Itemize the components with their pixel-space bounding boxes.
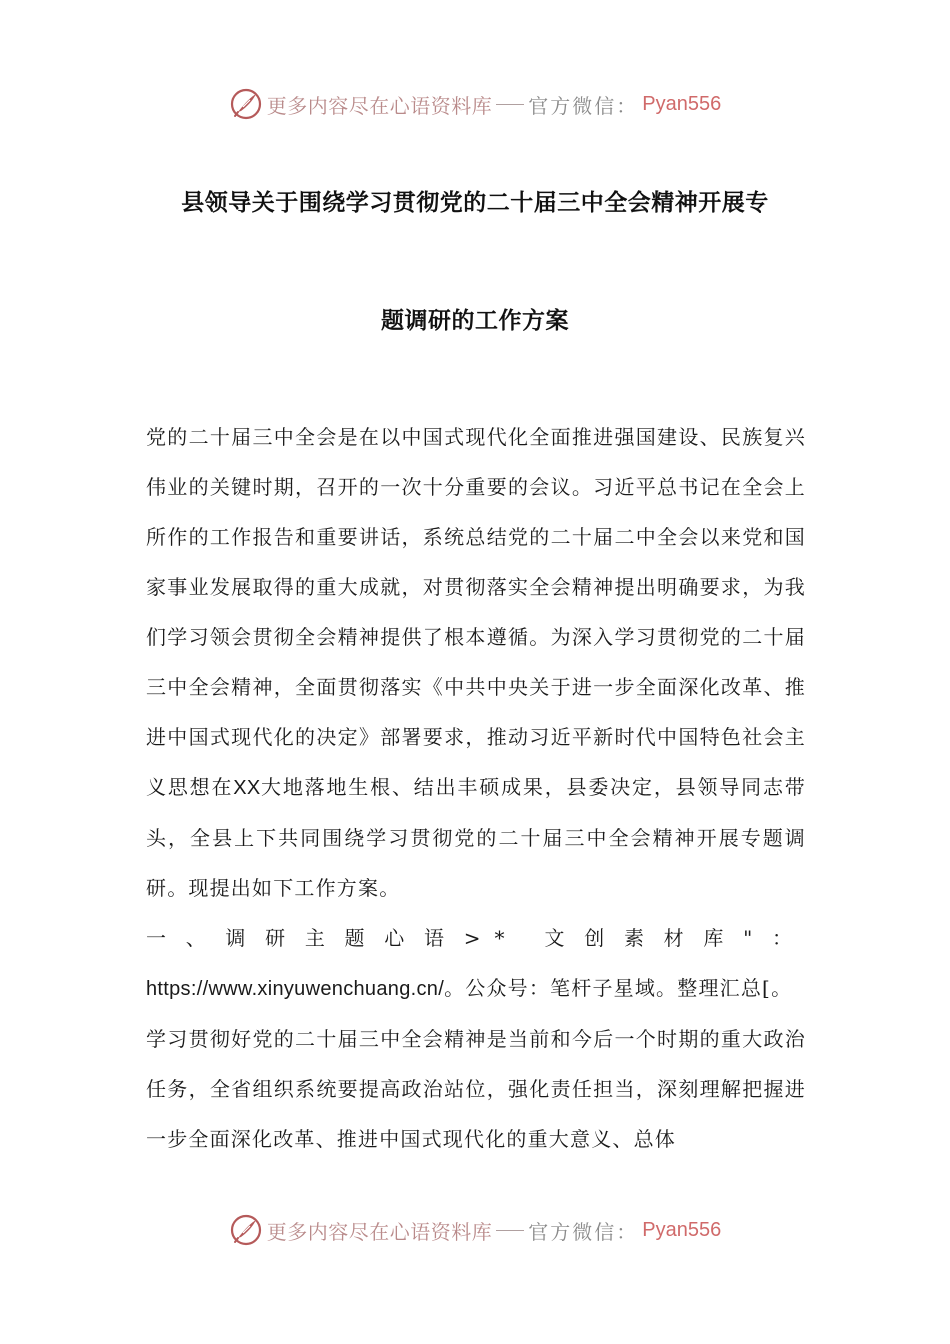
section-heading-url-scheme: https:// xyxy=(146,978,209,1000)
section-heading-1 xyxy=(146,913,806,1014)
footer-watermark-banner xyxy=(0,1208,950,1252)
paragraph-1-text-b: 大地落地生根、结出丰硕成果，县委决定，县领导同志带头，全县上下共同围绕学习贯彻党的二十届三中全会精神开展专题调研。现提出如下工作方案。 xyxy=(146,775,806,900)
paragraph-1-xx-placeholder: XX xyxy=(233,777,261,799)
document-title-line-2: 题调研的工作方案 xyxy=(381,308,569,334)
header-watermark-banner xyxy=(0,82,950,126)
document-body xyxy=(146,412,806,1164)
watermark-brand-text: 更多内容尽在心语资料库 xyxy=(266,93,493,118)
paragraph-1-text-a: 党的二十届三中全会是在以中国式现代化全面推进强国建设、民族复兴伟业的关键时期，召开的一次十分重要的会议。习近平总书记在全会上所作的工作报告和重要讲话，系统总结党的二十届二中全会以来党和国家事业发展取得的重大成就，对贯彻落实全会精神提出明确要求，为我们学习领会贯彻全会精神提供了根本遵循。为深入学习贯彻党的二十届三中全会精神，全面贯彻落实《中共中央关于进一步全面深化改革、推进中国式现代化的决定》部署要求，推动习近平新时代中国特色社会主义思想在 xyxy=(146,425,806,799)
body-paragraph-1 xyxy=(146,412,806,913)
watermark-official-label: 官方微信： xyxy=(528,93,639,118)
section-heading-url-domain: www.xinyuwenchuang.cn/ xyxy=(208,978,445,1000)
section-heading-tail: 。公众号：笔杆子星域。整理汇总[。 xyxy=(444,976,793,1000)
quill-pen-logo-icon xyxy=(229,87,263,121)
quill-pen-logo-icon xyxy=(229,1213,263,1247)
watermark-brand-text: 更多内容尽在心语资料库 xyxy=(266,1219,493,1244)
document-title-line-1: 县领导关于围绕学习贯彻党的二十届三中全会精神开展专 xyxy=(181,190,769,216)
watermark-dash xyxy=(496,104,524,105)
body-paragraph-2: 学习贯彻好党的二十届三中全会精神是当前和今后一个时期的重大政治任务，全省组织系统要提高政治站位，强化责任担当，深刻理解把握进一步全面深化改革、推进中国式现代化的重大意义、总体 xyxy=(146,1027,806,1151)
watermark-official-label: 官方微信： xyxy=(528,1219,639,1244)
watermark-wechat-id: Pyan556 xyxy=(642,92,722,115)
section-heading-text: 一、调研主题心语 xyxy=(146,926,464,950)
section-heading-source: >* 文创素材库"： xyxy=(463,926,806,950)
watermark-wechat-id: Pyan556 xyxy=(642,1218,722,1241)
watermark-dash xyxy=(496,1230,524,1231)
